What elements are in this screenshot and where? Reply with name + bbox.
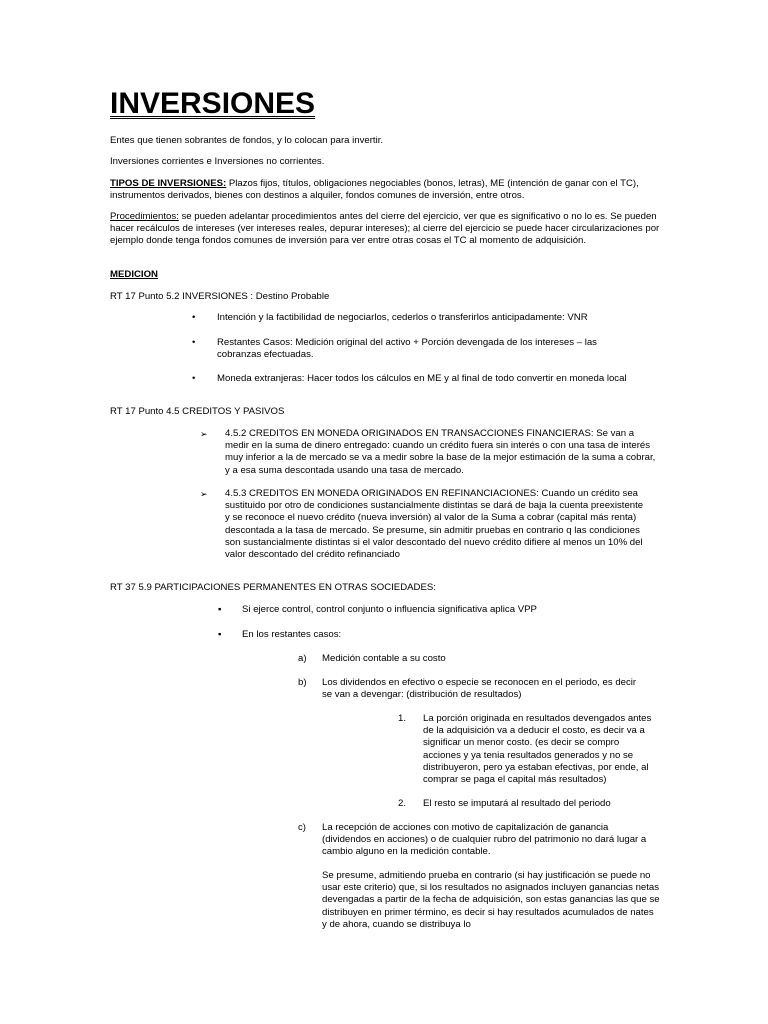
square-bullet-icon: ▪ <box>218 629 222 640</box>
medicion-heading: MEDICION <box>110 269 158 280</box>
page-title: INVERSIONES <box>110 87 316 120</box>
list-item-text: Moneda extranjeras: Hacer todos los cálculos en ME y al final de todo convertir en moneda local <box>217 373 627 384</box>
square-bullet-icon: ▪ <box>218 604 222 615</box>
list-item-text: Medición contable a su costo <box>322 653 446 664</box>
list-item-text: La porción originada en resultados devengados antes de la adquisición va a deducir el costo, es decir va a significar un menor costo. (es decir se compro acciones y ya tenia resultados generados y no se distribuyeron, pero ya estaban efectivas, por ende, al comprar se paga el capital más resultados) <box>423 713 652 786</box>
arrow-bullet-icon: ➢ <box>200 489 208 499</box>
list-marker: b) <box>298 677 307 688</box>
procedimientos-paragraph <box>110 211 660 248</box>
list-item-text: Los dividendos en efectivo o especie se reconocen en el periodo, es decir se van a devengar: (distribución de resultados) <box>322 677 637 701</box>
list-item-text: El resto se imputará al resultado del periodo <box>423 798 611 809</box>
bullet-marker: • <box>192 312 196 323</box>
list-marker: c) <box>298 822 306 833</box>
list-item-text: Si ejerce control, control conjunto o influencia significativa aplica VPP <box>242 604 537 615</box>
list-item-text: En los restantes casos: <box>242 629 342 640</box>
list-item-text: 4.5.3 CREDITOS EN MONEDA ORIGINADOS EN REFINANCIACIONES: Cuando un crédito sea sustituido por otro de condiciones sustancialmente distintas se dará de baja la cuenta preexistente y se reconoce el nuevo crédito (nueva inversión) al valor de la Suma a cobrar (capital más renta) descontada a la tasa de mercado. Se presume, sin admitir pruebas en contrario q las condiciones son sustancialmente distintas si el valor descontado del nuevo crédito difiere al menos un 10% del valor descontado del crédito refinanciado <box>225 488 644 561</box>
rt17-45-heading: RT 17 Punto 4.5 CREDITOS Y PASIVOS <box>110 406 285 417</box>
list-item-text: La recepción de acciones con motivo de capitalización de ganancia (dividendos en acciones) o de cualquier rubro del patrimonio no dará lugar a cambio alguno en la medición contable. <box>322 822 647 858</box>
rt17-52-heading: RT 17 Punto 5.2 INVERSIONES : Destino Probable <box>110 291 330 302</box>
procedimientos-label: Procedimientos: <box>110 211 179 222</box>
intro-paragraph-2: Inversiones corrientes e Inversiones no corrientes. <box>110 156 325 167</box>
list-marker: 2. <box>398 798 407 809</box>
tipos-paragraph <box>110 178 658 202</box>
list-marker: a) <box>298 653 307 664</box>
bullet-marker: • <box>192 373 196 384</box>
bullet-marker: • <box>192 337 196 348</box>
tipos-text: Plazos fijos, títulos, obligaciones negociables (bonos, letras), ME (intención de ganar con el TC), instrumentos derivados, bienes con destinos a alquiler, fondos comunes de inversión, entre otros. <box>110 178 639 202</box>
list-item-text: Intención y la factibilidad de negociarlos, cederlos o transferirlos anticipadamente: VNR <box>217 312 588 323</box>
presume-paragraph: Se presume, admitiendo prueba en contrario (si hay justificación se puede no usar este criterio) que, si los resultados no asignados incluyen ganancias netas devengadas a partir de la fecha de adquisición, son estas ganancias las que se distribuyen en primer término, es decir si hay resultados acumulados de nates y de ahora, cuando se distribuya lo <box>322 870 660 930</box>
list-item-text: Restantes Casos: Medición original del activo + Porción devengada de los intereses – las cobranzas efectuadas. <box>217 337 597 361</box>
tipos-label: TIPOS DE INVERSIONES: <box>110 178 227 189</box>
list-item-text: 4.5.2 CREDITOS EN MONEDA ORIGINADOS EN TRANSACCIONES FINANCIERAS: Se van a medir en la suma de dinero entregado: cuando un crédito fuera sin interés o con una tasa de interés muy inferior a la de mercado se va a medir sobre la base de la mejor estimación de la suma a cobrar, y a esa suma descontada usando una tasa de mercado. <box>225 428 656 476</box>
arrow-bullet-icon: ➢ <box>200 429 208 439</box>
intro-paragraph-1: Entes que tienen sobrantes de fondos, y lo colocan para invertir. <box>110 135 384 146</box>
list-marker: 1. <box>398 713 407 724</box>
rt37-heading: RT 37 5.9 PARTICIPACIONES PERMANENTES EN OTRAS SOCIEDADES: <box>110 582 436 593</box>
procedimientos-text: se pueden adelantar procedimientos antes del cierre del ejercicio, ver que es significativo o no lo es. Se pueden hacer recálculos de intereses (ver intereses reales, depurar intereses); al cierre del ejercicio se puede hacer circularizaciones por ejemplo donde tenga fondos comunes de inversión para ver entre otras cosas el TC al momento de adquisición. <box>110 211 660 247</box>
